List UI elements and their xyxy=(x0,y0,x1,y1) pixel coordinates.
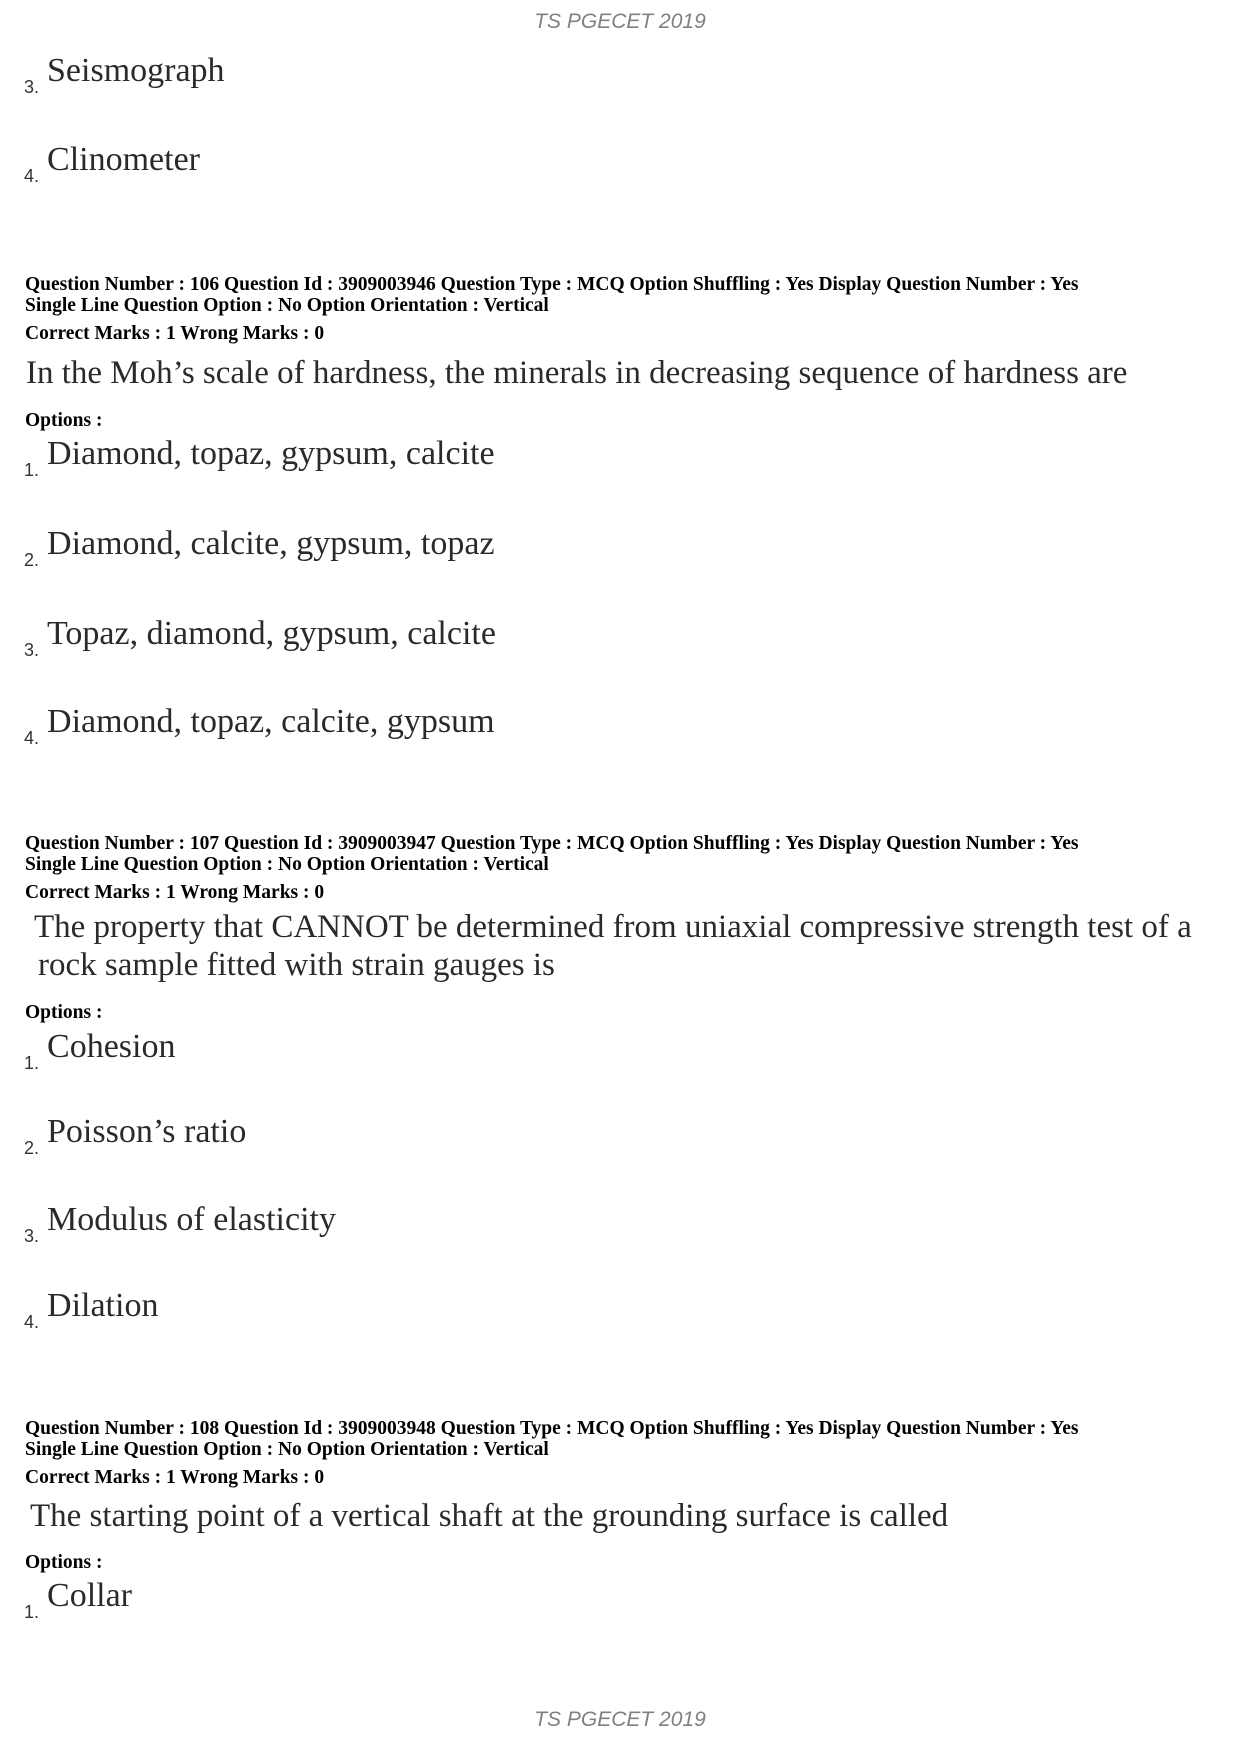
page-header: TS PGECET 2019 xyxy=(534,10,706,33)
option-text: Collar xyxy=(47,1577,132,1614)
question-text-line2: rock sample fitted with strain gauges is xyxy=(38,947,555,983)
option-number: 1. xyxy=(24,460,40,480)
question-meta-line2: Single Line Question Option : No Option Orientation : Vertical xyxy=(25,854,549,875)
option-number: 1. xyxy=(24,1602,40,1622)
question-meta-line1: Question Number : 108 Question Id : 3909003948 Question Type : MCQ Option Shuffling : Yes Display Question Number : Yes xyxy=(25,1418,1079,1439)
option-item xyxy=(24,1201,336,1246)
option-number: 3. xyxy=(24,640,40,660)
question-text: In the Moh’s scale of hardness, the minerals in decreasing sequence of hardness are xyxy=(26,355,1128,391)
options-label: Options : xyxy=(25,410,103,431)
question-meta-line1: Question Number : 106 Question Id : 3909003946 Question Type : MCQ Option Shuffling : Yes Display Question Number : Yes xyxy=(25,274,1079,295)
question-text: The property that CANNOT be determined from uniaxial compressive strength test of a xyxy=(34,909,1192,945)
option-item xyxy=(24,1028,176,1073)
option-number: 4. xyxy=(24,1312,40,1332)
option-number: 4. xyxy=(24,728,40,748)
option-item xyxy=(24,141,200,186)
option-number: 3. xyxy=(24,77,40,97)
option-item xyxy=(24,703,495,748)
question-text: The starting point of a vertical shaft at the grounding surface is called xyxy=(30,1498,949,1534)
option-text: Poisson’s ratio xyxy=(47,1113,247,1150)
option-text: Diamond, topaz, gypsum, calcite xyxy=(47,435,495,472)
option-text: Clinometer xyxy=(47,141,200,178)
option-text: Topaz, diamond, gypsum, calcite xyxy=(47,615,496,652)
question-meta-line2: Single Line Question Option : No Option Orientation : Vertical xyxy=(25,1439,549,1460)
option-item xyxy=(24,1577,132,1622)
option-text: Seismograph xyxy=(47,52,225,89)
question-marks: Correct Marks : 1 Wrong Marks : 0 xyxy=(25,323,325,344)
option-number: 3. xyxy=(24,1226,40,1246)
option-number: 2. xyxy=(24,550,40,570)
option-text: Modulus of elasticity xyxy=(47,1201,336,1238)
question-meta-line1: Question Number : 107 Question Id : 3909003947 Question Type : MCQ Option Shuffling : Yes Display Question Number : Yes xyxy=(25,833,1079,854)
option-text: Dilation xyxy=(47,1287,159,1324)
option-item xyxy=(24,615,496,660)
question-marks: Correct Marks : 1 Wrong Marks : 0 xyxy=(25,1467,325,1488)
option-number: 2. xyxy=(24,1138,40,1158)
question-marks: Correct Marks : 1 Wrong Marks : 0 xyxy=(25,882,325,903)
options-label: Options : xyxy=(25,1002,103,1023)
question-meta-line2: Single Line Question Option : No Option Orientation : Vertical xyxy=(25,295,549,316)
option-item xyxy=(24,525,495,570)
option-number: 1. xyxy=(24,1053,40,1073)
option-item xyxy=(24,1113,247,1158)
option-text: Diamond, topaz, calcite, gypsum xyxy=(47,703,495,740)
option-number: 4. xyxy=(24,166,40,186)
option-item xyxy=(24,435,495,480)
page-footer: TS PGECET 2019 xyxy=(534,1708,706,1731)
options-label: Options : xyxy=(25,1552,103,1573)
option-item xyxy=(24,52,225,97)
option-text: Diamond, calcite, gypsum, topaz xyxy=(47,525,495,562)
option-text: Cohesion xyxy=(47,1028,176,1065)
option-item xyxy=(24,1287,159,1332)
